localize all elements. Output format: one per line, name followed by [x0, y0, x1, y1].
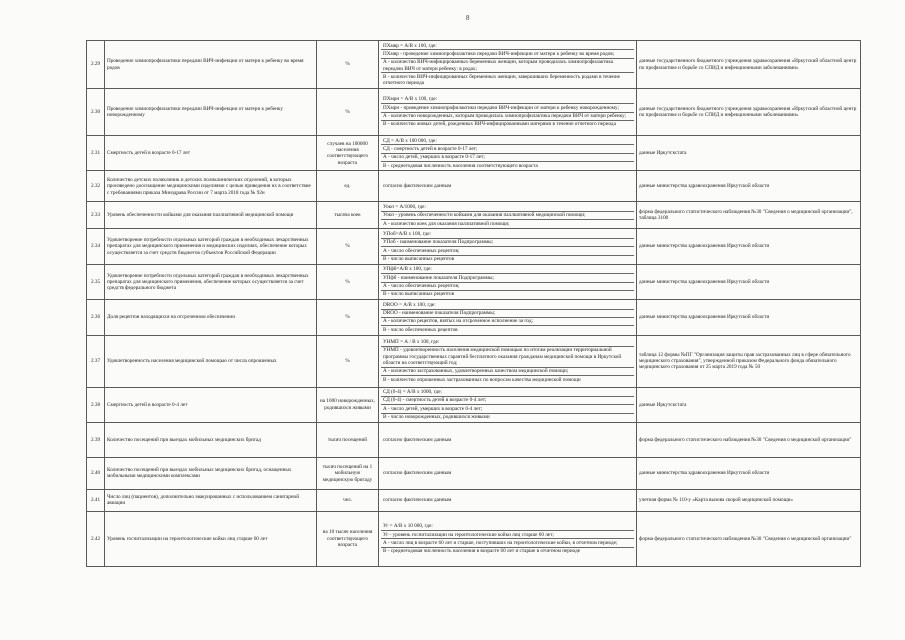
row-number: 2.41 — [87, 489, 105, 511]
table-row — [87, 264, 861, 299]
formula-line: А - количество ВИЧ-инфицированных беременных женщин, которым проводилась химиопрофилактика передачи ВИЧ от матери ребенку: в родах; — [381, 58, 634, 73]
formula-line: А - количество новорожденных, которым проводилась химиопрофилактика передачи ВИЧ от матери ребенку; — [381, 112, 634, 120]
formula-line: А - число обеспеченных рецептов; — [381, 282, 634, 290]
table-row — [87, 89, 861, 136]
row-number: 2.42 — [87, 511, 105, 566]
indicator-name: Уровень обеспеченности койками для оказания паллиативной медицинской помощи — [105, 202, 317, 229]
data-source: данные государственного бюджетного учреждения здравоохранения «Иркутский областной центр по профилактике и борьбе со СПИД и инфекционными заболеваниями» — [637, 89, 861, 136]
data-source: форма федерального статистического наблюдения №30 "Сведения о медицинской организации", таблица 3100 — [637, 202, 861, 229]
indicator-name: Уровень госпитализации на геронтологические койки лиц старше 60 лет — [105, 511, 317, 566]
formula-line: СД (0-4) - смертность детей в возрасте 0-4 лет; — [381, 396, 634, 404]
indicator-name: Удовлетворенность населения медицинской помощью от числа опрошенных — [105, 335, 317, 387]
indicator-name: Количество посещений при выездах мобильных медицинских бригад, оснащенных мобильными медицинскими комплексами — [105, 457, 317, 489]
indicator-name: Число лиц (пациентов), дополнительно эвакуированных с использованием санитарной авиации — [105, 489, 317, 511]
formula-line: А - число обеспеченных рецептов; — [381, 246, 634, 254]
formula-line: согласно фактическим данным — [383, 497, 452, 504]
indicator-name: Проведение химиопрофилактики передачи ВИЧ-инфекции от матери к ребенку новорожденному — [105, 89, 317, 136]
formula-line: ПХмвр = А/В х 100, где: — [383, 42, 437, 49]
data-source: форма федерального статистического наблюдения №30 "Сведения о медицинской организации" — [637, 511, 861, 566]
formula-line: Уг - уровень госпитализации на геронтологические койки лиц старше 60 лет; — [381, 530, 634, 538]
calculation-formula — [379, 136, 637, 171]
formula-line: ПХмрн = А/В х 100, где: — [383, 96, 438, 103]
formula-line: Уокп - уровень обеспеченности койками для оказания паллиативной медицинской помощи; — [381, 211, 634, 219]
formula-line: А - число детей, умерших в возрасте 0-17 лет; — [381, 153, 634, 161]
indicator-name: Смертность детей в возрасте 0-4 лет — [105, 387, 317, 422]
formula-line: DROO = А/В х 100, где: — [383, 301, 436, 308]
formula-line: А - количество рецептов, взятых на отсроченное исполнение за год; — [381, 317, 634, 325]
data-source: данные министерства здравоохранения Иркутской области — [637, 300, 861, 335]
row-number: 2.30 — [87, 89, 105, 136]
calculation-formula — [379, 511, 637, 566]
data-source: данные министерства здравоохранения Иркутской области — [637, 457, 861, 489]
calculation-formula — [379, 457, 637, 489]
calculation-formula — [379, 89, 637, 136]
calculation-formula — [379, 387, 637, 422]
indicator-name: Проведение химиопрофилактики передачи ВИЧ-инфекции от матери к ребенку во время родов — [105, 41, 317, 89]
indicator-name: Количество посещений при выездах мобильных медицинских бригад — [105, 422, 317, 457]
unit-of-measure: % — [317, 335, 379, 387]
data-source: данные Иркутскстата — [637, 136, 861, 171]
indicators-table — [86, 40, 861, 567]
formula-line: А - количество застрахованных, удовлетворенных качеством медицинской помощи; — [381, 367, 634, 375]
data-source: форма федерального статистического наблюдения №30 "Сведения о медицинской организации" — [637, 422, 861, 457]
indicator-name: Смертность детей в возрасте 0-17 лет — [105, 136, 317, 171]
unit-of-measure: тысяча коек — [317, 202, 379, 229]
formula-line: согласно фактическим данным — [383, 183, 452, 190]
indicator-name: Удовлетворение потребности отдельных категорий граждан в необходимых лекарственных препаратах для медицинского применения и медицинских изделиях, обеспечение которых осуществляется за счет средств бюджетов субъектов Российской Федерации — [105, 229, 317, 264]
indicator-name: Доля рецептов находящихся на отсроченном обеспечении — [105, 300, 317, 335]
formula-line: УНМП - удовлетворенность населения медицинской помощью по итогам реализации территориальной программы государственных гарантий бесплатного оказания гражданам медицинской помощи в Иркутской области на соответствующий год; — [381, 346, 634, 367]
formula-line: ПХмвр - проведение химиопрофилактики передачи ВИЧ-инфекции от матери к ребенку во время родов; — [381, 49, 634, 57]
unit-of-measure: % — [317, 264, 379, 299]
indicator-name: Количество детских поликлиник и детских поликлинических отделений, в которых произведено дооснащение медицинскими изделиями с целью приведения их в соответствие с требованиями приказа Минздрава России от 7 марта 2018 года № 92н — [105, 171, 317, 202]
calculation-formula — [379, 171, 637, 202]
formula-line: СД (0-4) = А/В х 1000, где: — [383, 389, 442, 396]
data-source: данные государственного бюджетного учреждения здравоохранения «Иркутский областной центр по профилактике и борьбе со СПИД и инфекционными заболеваниями» — [637, 41, 861, 89]
table-row — [87, 41, 861, 89]
formula-line: DROO - наименование показателя Подпрограммы; — [381, 309, 634, 317]
data-source: учетная форма № 110-у «Карта вызова скорой медицинской помощи» — [637, 489, 861, 511]
unit-of-measure: тысяч посещений — [317, 422, 379, 457]
unit-of-measure: % — [317, 300, 379, 335]
formula-line: В - число новорожденных, родившихся живыми — [381, 413, 634, 421]
table-row — [87, 511, 861, 566]
indicator-name: Удовлетворение потребности отдельных категорий граждан в необходимых лекарственных препаратах для медицинского применения, обеспечение которых осуществляется за счет средств федерального бюджета — [105, 264, 317, 299]
formula-line: согласно фактическим данным — [383, 470, 452, 477]
table-row — [87, 422, 861, 457]
unit-of-measure: ед. — [317, 171, 379, 202]
formula-line: УНМП = А / В х 100, где: — [383, 339, 440, 346]
unit-of-measure: % — [317, 41, 379, 89]
calculation-formula — [379, 202, 637, 229]
table-row — [87, 229, 861, 264]
unit-of-measure: случаев на 100000 населения соответствующего возраста — [317, 136, 379, 171]
formula-line: УПфб - наименование показателя Подпрограммы; — [381, 273, 634, 281]
row-number: 2.39 — [87, 422, 105, 457]
formula-line: В - число выписанных рецептов — [381, 255, 634, 263]
calculation-formula — [379, 300, 637, 335]
row-number: 2.37 — [87, 335, 105, 387]
table-row — [87, 136, 861, 171]
data-source: данные Иркутскстата — [637, 387, 861, 422]
formula-line: В - количество ВИЧ-инфицированных беременных женщин, завершивших беременность родами в течение отчетного периода — [381, 72, 634, 87]
formula-line: В - количество живых детей, рожденных ВИЧ-инфицированными матерями в течение отчетного периода — [381, 120, 634, 128]
unit-of-measure: на 10 тысяч населения соответствующего возраста — [317, 511, 379, 566]
row-number: 2.29 — [87, 41, 105, 89]
formula-line: УПоб - наименование показателя Подпрограммы; — [381, 238, 634, 246]
formula-line: УПоб=А/В х 100, где: — [383, 230, 432, 237]
unit-of-measure: % — [317, 89, 379, 136]
table-row — [87, 387, 861, 422]
table-row — [87, 489, 861, 511]
formula-line: В - среднегодовая численность населения соответствующего возраста — [381, 161, 634, 169]
row-number: 2.31 — [87, 136, 105, 171]
unit-of-measure: тысяч посещений на 1 мобильную медицинскую бригаду — [317, 457, 379, 489]
unit-of-measure: чел. — [317, 489, 379, 511]
formula-line: В - число выписанных рецептов — [381, 290, 634, 298]
row-number: 2.33 — [87, 202, 105, 229]
row-number: 2.36 — [87, 300, 105, 335]
formula-line: Уокп = А/1000, где: — [383, 203, 426, 210]
row-number: 2.32 — [87, 171, 105, 202]
formula-line: УПфб=А/В х 100, где: — [383, 266, 432, 273]
calculation-formula — [379, 264, 637, 299]
unit-of-measure: на 1000 новорожденных, родившихся живыми — [317, 387, 379, 422]
table-row — [87, 457, 861, 489]
calculation-formula — [379, 489, 637, 511]
formula-line: В - среднегодовая численность населения в возрасте 60 лет и старше в отчетном периоде — [381, 547, 634, 555]
calculation-formula — [379, 422, 637, 457]
row-number: 2.38 — [87, 387, 105, 422]
row-number: 2.40 — [87, 457, 105, 489]
formula-line: СД = А/В х 100 000, где: — [383, 137, 437, 144]
formula-line: А - количество коек для оказания паллиативной помощи; — [381, 219, 634, 227]
formula-line: А - число лиц в возрасте 60 лет и старше, поступивших на геронтологические койки, в отчетном периоде; — [381, 538, 634, 546]
table-row — [87, 171, 861, 202]
table-row — [87, 202, 861, 229]
calculation-formula — [379, 335, 637, 387]
table-row — [87, 300, 861, 335]
formula-line: А - число детей, умерших в возрасте 0-4 лет; — [381, 404, 634, 412]
data-source: таблица 12 формы №ПГ "Организация защиты прав застрахованных лиц в сфере обязательного медицинского страхования", утвержденной приказом Федерального фонда обязательного медицинского страхования от 25 марта 2019 года № 50 — [637, 335, 861, 387]
table-row — [87, 335, 861, 387]
unit-of-measure: % — [317, 229, 379, 264]
formula-line: СД - смертность детей в возрасте 0-17 лет; — [381, 144, 634, 152]
formula-line: согласно фактическим данным — [383, 436, 452, 443]
formula-line: В - количество опрошенных застрахованных по вопросам качества медицинской помощи — [381, 375, 634, 383]
data-source: данные министерства здравоохранения Иркутской области — [637, 229, 861, 264]
row-number: 2.35 — [87, 264, 105, 299]
calculation-formula — [379, 41, 637, 89]
formula-line: В - число обеспеченных рецептов — [381, 325, 634, 333]
data-source: данные министерства здравоохранения Иркутской области — [637, 171, 861, 202]
row-number: 2.34 — [87, 229, 105, 264]
formula-line: Уг = А/В х 10 000, где: — [383, 523, 433, 530]
formula-line: ПХмрн - проведение химиопрофилактики передачи ВИЧ-инфекции от матери к ребенку новорожденному; — [381, 103, 634, 111]
data-source: данные министерства здравоохранения Иркутской области — [637, 264, 861, 299]
page-number: 8 — [466, 14, 470, 22]
calculation-formula — [379, 229, 637, 264]
